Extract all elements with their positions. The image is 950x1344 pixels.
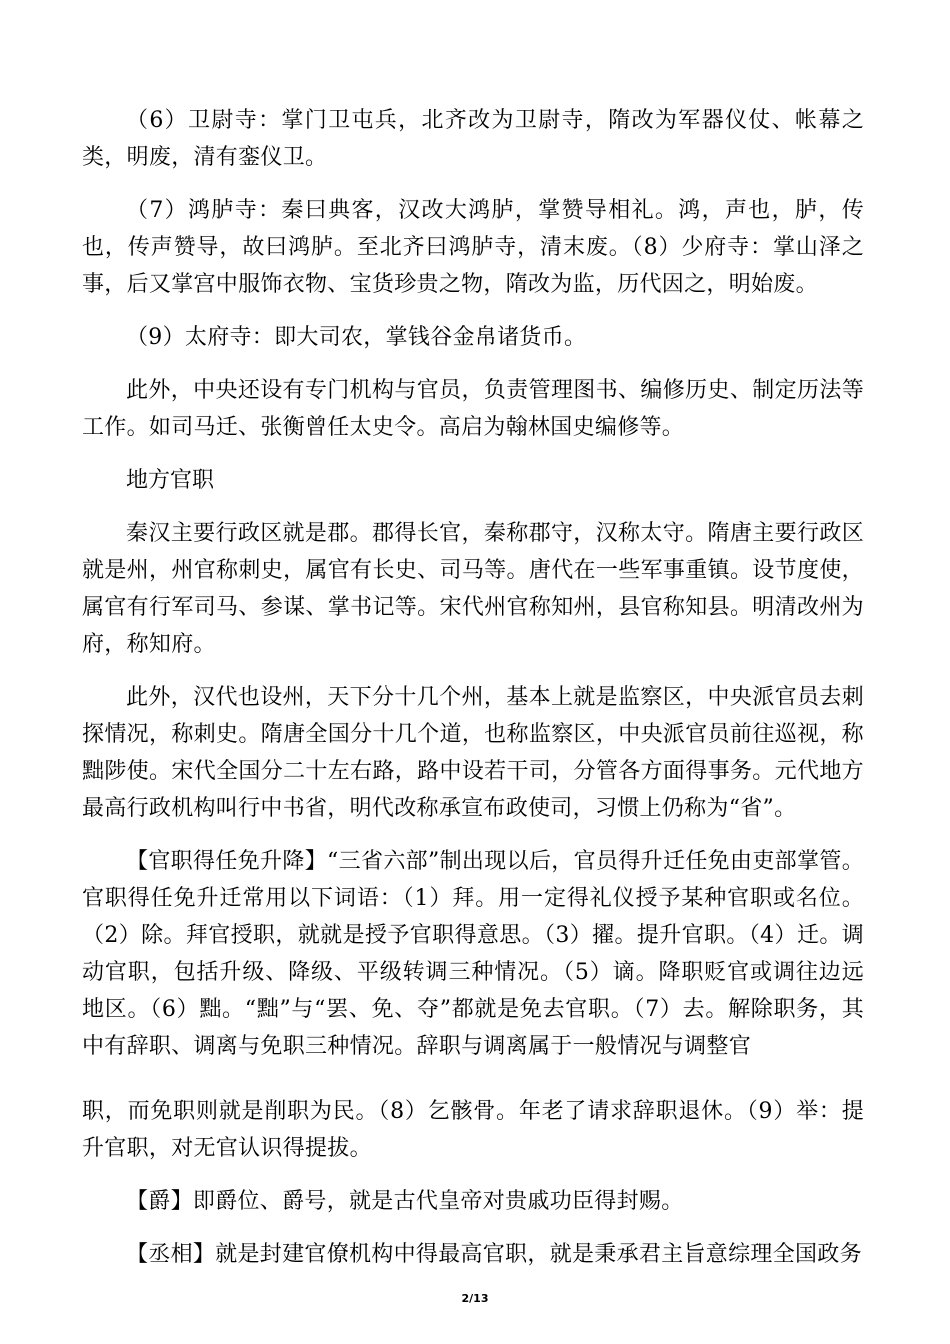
section-heading-local-offices: 地方官职 <box>126 468 215 493</box>
page-number: 2/13 <box>461 1292 489 1305</box>
paragraph-weiwei-temple: （6）卫尉寺：掌门卫屯兵，北齐改为卫尉寺，隋改为军器仪仗、帐幕之类，明废，清有銮仪卫。 <box>82 108 864 170</box>
paragraph-taifu-temple: （9）太府寺：即大司农，掌钱谷金帛诸货币。 <box>126 325 587 350</box>
paragraph-supervision-districts: 此外，汉代也设州，天下分十几个州，基本上就是监察区，中央派官员去刺探情况，称刺史。隋唐全国分十几个道，也称监察区，中央派官员前往巡视，称黜陟使。宋代全国分二十左右路，路中设若干司，分管各方面得事务。元代地方最高行政机构叫行中书省，明代改称承宣布政使司，习惯上仍称为“省”。 <box>82 685 864 821</box>
paragraph-appointment-terms-continued: 职，而免职则就是削职为民。（8）乞骸骨。年老了请求辞职退休。（9）举：提升官职，对无官认识得提拔。 <box>82 1099 864 1161</box>
paragraph-appointment-terms: 【官职得任免升降】“三省六部”制出现以后，官员得升迁任免由吏部掌管。官职得任免升迁常用以下词语：（1）拜。用一定得礼仪授予某种官职或名位。（2）除。拜官授职，就就是授予官职得意思。（3）擢。提升官职。（4）迁。调动官职，包括升级、降级、平级转调三种情况。（5）谪。降职贬官或调往边远地区。（6）黜。“黜”与“罢、免、夺”都就是免去官职。（7）去。解除职务，其中有辞职、调离与免职三种情况。辞职与调离属于一般情况与调整官 <box>82 849 864 1059</box>
document-body <box>82 102 864 1289</box>
paragraph-local-admin: 秦汉主要行政区就是郡。郡得长官，秦称郡守，汉称太守。隋唐主要行政区就是州，州官称刺史，属官有长史、司马等。唐代在一些军事重镇。设节度使，属官有行军司马、参谋、掌书记等。宋代州官称知州，县官称知县。明清改州为府，称知府。 <box>82 521 864 657</box>
paragraph-honglu-temple: （7）鸿胪寺：秦曰典客，汉改大鸿胪，掌赞导相礼。鸿，声也，胪，传也，传声赞导，故曰鸿胪。至北齐曰鸿胪寺，清末废。（8）少府寺：掌山泽之事，后又掌宫中服饰衣物、宝货珍贵之物，隋改为监，历代因之，明始废。 <box>82 198 864 297</box>
paragraph-nobility: 【爵】即爵位、爵号，就是古代皇帝对贵戚功臣得封赐。 <box>126 1189 684 1214</box>
paragraph-chancellor: 【丞相】就是封建官僚机构中得最高官职，就是秉承君主旨意综理全国政务 <box>126 1242 862 1267</box>
paragraph-central-offices: 此外，中央还设有专门机构与官员，负责管理图书、编修历史、制定历法等工作。如司马迁、张衡曾任太史令。高启为翰林国史编修等。 <box>82 378 864 440</box>
